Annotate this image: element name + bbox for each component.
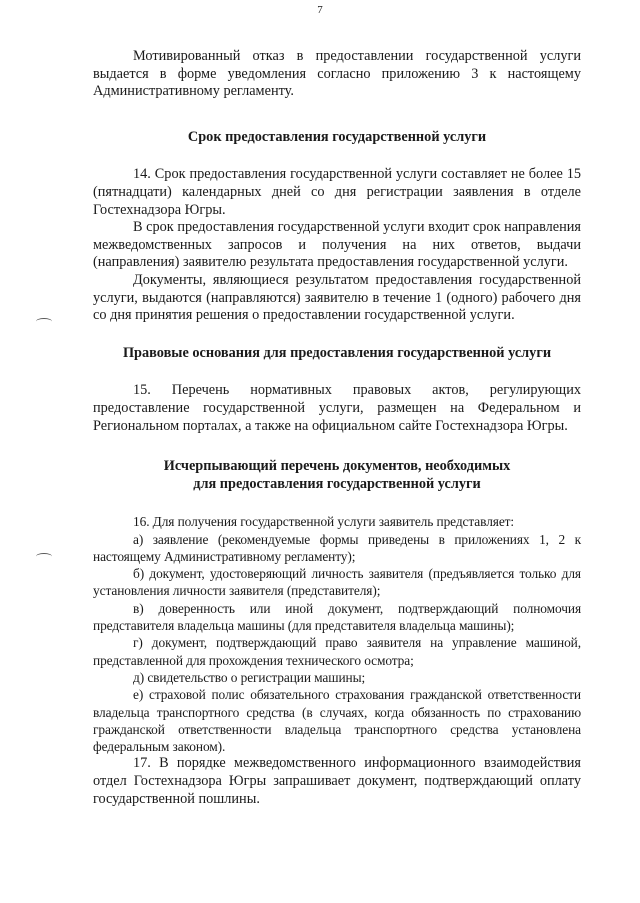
section-heading-documents-1: Исчерпывающий перечень документов, необходимых xyxy=(163,458,511,475)
list-item-a: а) заявление (рекомендуемые формы приведены в приложениях 1, 2 к настоящему Административному регламенту); xyxy=(93,531,581,564)
list-item-e: д) свидетельство о регистрации машины; xyxy=(133,669,366,685)
section-heading-documents-2: для предоставления государственной услуги xyxy=(193,475,481,492)
paragraph-14: 14. Срок предоставления государственной услуги составляет не более 15 (пятнадцати) календарных дней со дня регистрации заявления в отделе Гостехнадзора Югры. xyxy=(93,166,581,218)
list-item-f: е) страховой полис обязательного страхования гражданской ответственности владельца транспортного средства (в случаях, когда обязанность по страхованию гражданской ответственности владельца транспортного средства установлена федеральным законом). xyxy=(93,687,581,755)
paragraph-16: 16. Для получения государственной услуги заявитель представляет: xyxy=(133,514,515,530)
page-number: 7 xyxy=(317,4,323,16)
list-item-b: б) документ, удостоверяющий личность заявителя (предъявляется только для установления личности заявителя (представителя); xyxy=(93,566,581,599)
intro-paragraph: Мотивированный отказ в предоставлении государственной услуги выдается в форме уведомления согласно приложению 3 к настоящему Административному регламенту. xyxy=(93,48,581,100)
list-item-d: г) документ, подтверждающий право заявителя на управление машиной, представленной для прохождения технического осмотра; xyxy=(93,635,581,668)
list-item-c: в) доверенность или иной документ, подтверждающий полномочия представителя владельца машины (для представителя владельца машины); xyxy=(93,600,581,634)
paragraph-term-2: В срок предоставления государственной услуги входит срок направления межведомственных запросов и получения на них ответов, выдачи (направления) заявителю результата предоставления государственной услуги. xyxy=(93,219,581,271)
margin-mark xyxy=(36,318,52,325)
section-heading-legal: Правовые основания для предоставления государственной услуги xyxy=(122,344,552,361)
paragraph-15: 15. Перечень нормативных правовых актов, регулирующих предоставление государственной услуги, размещен на Федеральном и Региональном порталах, а также на официальном сайте Гостехнадзора Югры. xyxy=(93,382,581,434)
document-body xyxy=(93,48,581,808)
section-heading-term: Срок предоставления государственной услуги xyxy=(187,128,487,145)
margin-mark xyxy=(36,553,52,560)
paragraph-17: 17. В порядке межведомственного информационного взаимодействия отдел Гостехнадзора Югры запрашивает документ, подтверждающий оплату государственной пошлины. xyxy=(93,755,581,807)
documents-list xyxy=(93,513,581,755)
paragraph-term-3: Документы, являющиеся результатом предоставления государственной услуги, выдаются (направляются) заявителю в течение 1 (одного) рабочего дня со дня принятия решения о предоставлении государственной услуги. xyxy=(93,271,581,324)
